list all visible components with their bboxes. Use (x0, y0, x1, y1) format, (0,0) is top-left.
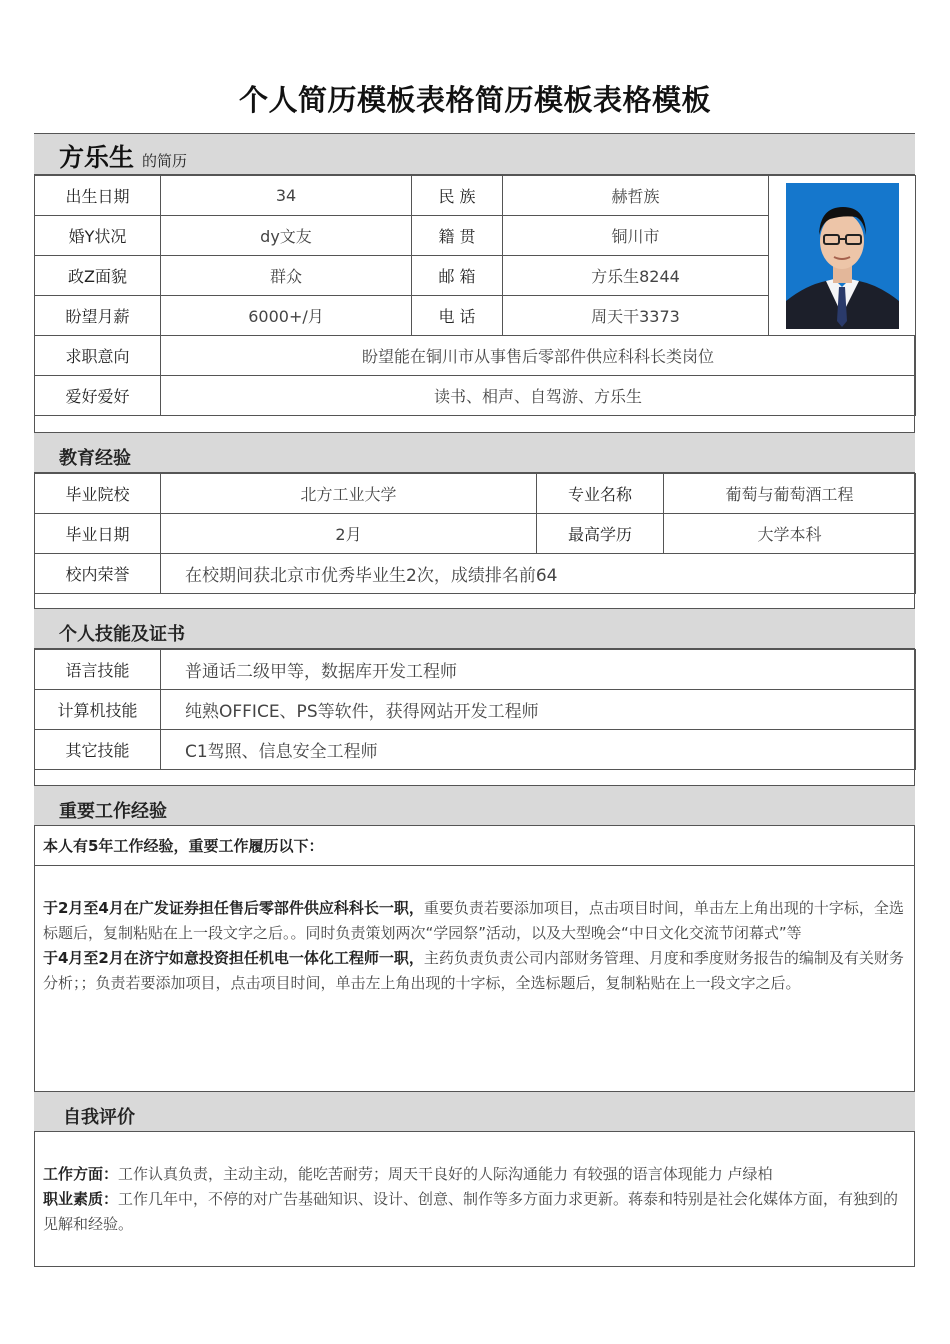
self-work-text: 工作认真负责，主动主动，能吃苦耐劳；周天干良好的人际沟通能力 有较强的语言体现能力 卢绿柏 (118, 1165, 773, 1183)
job-title: 于4月至2月在济宁如意投资担任机电一体化工程师一职， (43, 949, 424, 967)
skill-value: 普通话二级甲等，数据库开发工程师 (161, 650, 916, 690)
education-table (34, 473, 916, 594)
hometown-label: 籍 贯 (412, 216, 503, 256)
political-value: 群众 (161, 256, 412, 296)
school-value: 北方工业大学 (161, 474, 537, 514)
basic-info-table (34, 175, 916, 416)
name-header (34, 133, 915, 175)
skills-table (34, 649, 916, 770)
salary-label: 盼望月薪 (35, 296, 161, 336)
school-label: 毕业院校 (35, 474, 161, 514)
candidate-name: 方乐生 (59, 143, 135, 172)
salary-value: 6000+/月 (161, 296, 412, 336)
intent-value: 盼望能在铜川市从事售后零部件供应科科长类岗位 (161, 336, 916, 376)
major-label: 专业名称 (537, 474, 664, 514)
grad-date-value: 2月 (161, 514, 537, 554)
hobby-label: 爱好爱好 (35, 376, 161, 416)
skill-label: 计算机技能 (35, 690, 161, 730)
ethnicity-value: 赫哲族 (503, 176, 769, 216)
birth-value: 34 (161, 176, 412, 216)
page-title: 个人简历模板表格简历模板表格模板 (238, 83, 711, 117)
phone-label: 电 话 (412, 296, 503, 336)
job-description: 主药负责负责公司内部财务管理、月度和季度财务报告的编制及有关财务分析；；负责若要添加项目，点击项目时间，单击左上角出现的十字标，全选标题后，复制粘贴在上一段文字之后。 (43, 949, 904, 992)
honor-label: 校内荣誉 (35, 554, 161, 594)
job-title: 于2月至4月在广发证券担任售后零部件供应科科长一职， (43, 899, 424, 917)
job-entry (43, 896, 907, 946)
degree-value: 大学本科 (664, 514, 916, 554)
self-work-label: 工作方面： (43, 1165, 119, 1183)
degree-label: 最高学历 (537, 514, 664, 554)
self-prof-label: 职业素质： (43, 1190, 119, 1208)
name-block (59, 138, 187, 174)
self-prof-text: 工作几年中，不停的对广告基础知识、设计、创意、制作等多方面力求更新。蒋泰和特别是社会化媒体方面，有独到的见解和经验。 (43, 1190, 899, 1233)
hobby-value: 读书、相声、自驾游、方乐生 (161, 376, 916, 416)
intent-label: 求职意向 (35, 336, 161, 376)
work-history (43, 896, 907, 996)
work-heading: 重要工作经验 (59, 801, 167, 822)
skill-value: C1驾照、信息安全工程师 (161, 730, 916, 770)
work-header (34, 785, 915, 826)
honor-value: 在校期间获北京市优秀毕业生2次，成绩排名前64 (161, 554, 916, 594)
skills-header (34, 608, 915, 649)
self-evaluation (43, 1162, 907, 1237)
major-value: 葡萄与葡萄酒工程 (664, 474, 916, 514)
ethnicity-label: 民 族 (412, 176, 503, 216)
political-label: 政Z面貌 (35, 256, 161, 296)
skill-label: 语言技能 (35, 650, 161, 690)
work-intro: 本人有5年工作经验，重要工作履历以下： (43, 837, 324, 855)
phone-value[interactable]: 周天干3373 (503, 296, 769, 336)
email-value[interactable]: 方乐生8244 (503, 256, 769, 296)
education-header (34, 432, 915, 473)
birth-label: 出生日期 (35, 176, 161, 216)
marital-value: dy文友 (161, 216, 412, 256)
marital-label: 婚Y状况 (35, 216, 161, 256)
self-prof-line (43, 1187, 907, 1237)
avatar (786, 183, 899, 329)
skills-heading: 个人技能及证书 (59, 624, 185, 645)
hometown-value: 铜川市 (503, 216, 769, 256)
name-suffix: 的简历 (142, 152, 188, 170)
education-heading: 教育经验 (59, 448, 131, 469)
self-work-line (43, 1162, 907, 1187)
self-heading: 自我评价 (63, 1107, 135, 1128)
divider (34, 865, 915, 866)
grad-date-label: 毕业日期 (35, 514, 161, 554)
skill-label: 其它技能 (35, 730, 161, 770)
job-description: 重要负责若要添加项目，点击项目时间，单击左上角出现的十字标，全选标题后，复制粘贴在上一段文字之后。。同时负责策划两次“学园祭”活动，以及大型晚会“中日文化交流节闭幕式”等 (43, 899, 904, 942)
email-label: 邮 箱 (412, 256, 503, 296)
skill-value: 纯熟OFFICE、PS等软件，获得网站开发工程师 (161, 690, 916, 730)
photo-cell (769, 176, 916, 336)
job-entry (43, 946, 907, 996)
self-header (34, 1091, 915, 1132)
